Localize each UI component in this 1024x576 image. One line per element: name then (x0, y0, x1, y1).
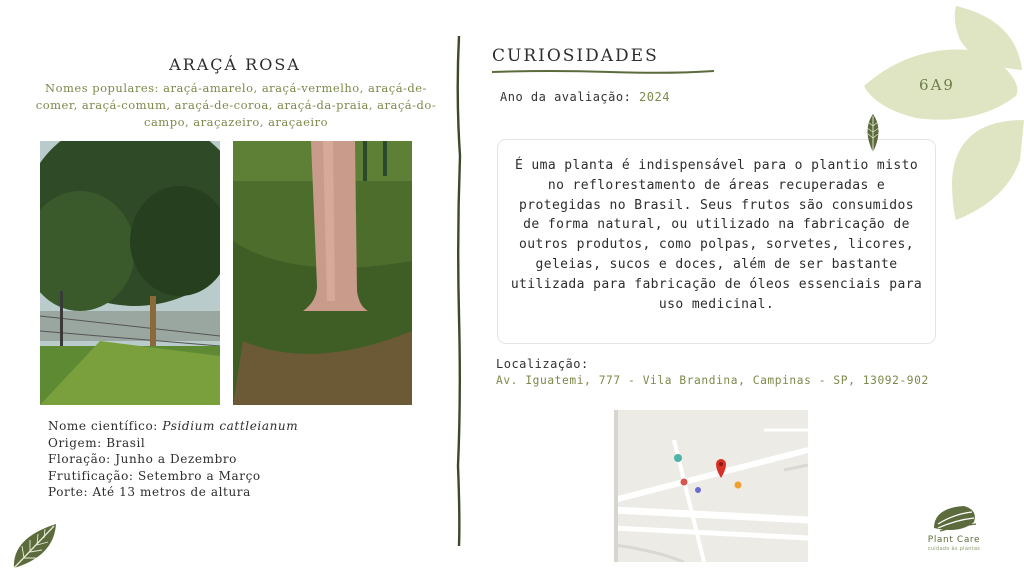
scientific-name-label: Nome científico: (48, 419, 163, 433)
map-illustration (614, 410, 808, 562)
plant-code: 6A9 (919, 76, 955, 94)
poi-marker-icon (681, 479, 688, 486)
column-divider (452, 36, 466, 546)
leaf-icon (10, 520, 62, 570)
evaluation-year (500, 90, 670, 104)
origin-row: Origem: Brasil (48, 435, 146, 450)
poi-marker-icon (674, 454, 682, 462)
location-label: Localização: (496, 357, 589, 371)
location-map[interactable] (614, 410, 808, 562)
brand-name: Plant Care (927, 535, 981, 545)
tree-photo (40, 141, 220, 405)
size-row: Porte: Até 13 metros de altura (48, 485, 251, 499)
section-title: CURIOSIDADES (492, 46, 659, 66)
location-address: Av. Iguatemi, 777 - Vila Brandina, Campinas - SP, 13092-902 (496, 374, 929, 387)
poi-marker-icon (695, 487, 701, 493)
flowering-row: Floração: Junho a Dezembro (48, 452, 238, 466)
brand-tagline: cuidado às plantas (927, 546, 981, 552)
plant-title: ARAÇÁ ROSA (169, 55, 301, 74)
trunk-photo-illustration (233, 141, 412, 405)
scientific-name-value: Psidium cattleianum (162, 419, 299, 433)
title-underline (490, 67, 716, 77)
popular-names: Nomes populares: araçá-amarelo, araçá-vermelho, araçá-de-comer, araçá-comum, araçá-de-coroa, araçá-da-praia, araçá-do-campo, araçazeiro, araçaeiro (35, 81, 437, 129)
plant-facts (48, 418, 408, 501)
poi-marker-icon (735, 482, 742, 489)
leaf-icon (862, 112, 884, 154)
tree-photo-illustration (40, 141, 220, 405)
curiosity-text: É uma planta é indispensável para o plantio misto no reflorestamento de áreas recuperadas e protegidas no Brasil. Seus frutos são consumidos de forma natural, ou utilizado na fabricação de outros produtos, como polpas, sorvetes, licores, geleias, sucos e doces, além de ser bastante utilizada para fabricação de óleos essenciais para uso medicinal. (510, 158, 923, 312)
scientific-name-row (48, 418, 408, 435)
trunk-photo (233, 141, 412, 405)
fruiting-row: Frutificação: Setembro a Março (48, 468, 261, 483)
evaluation-year-value: 2024 (639, 90, 670, 104)
evaluation-year-label: Ano da avaliação: (500, 90, 640, 104)
